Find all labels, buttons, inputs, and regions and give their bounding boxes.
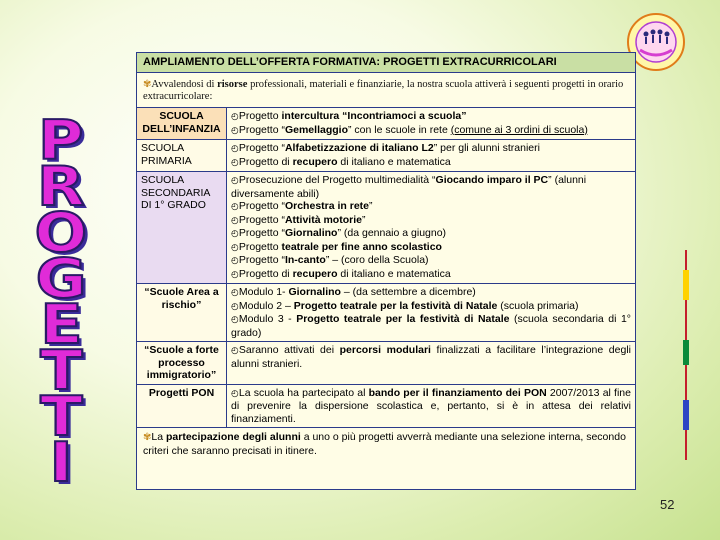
table-row (137, 384, 635, 428)
footer-pre: La (151, 431, 166, 443)
line-pre: Progetto “ (238, 213, 285, 226)
line-post: ” – (coro della Scuola) (325, 254, 429, 266)
table-row (137, 284, 635, 342)
clock-icon: ◴ (231, 229, 239, 239)
side-title-letter: E (39, 293, 83, 356)
project-line (231, 387, 631, 426)
line-pre: Modulo 3 - (238, 313, 297, 325)
table-row (137, 108, 635, 140)
line-bold: teatrale per fine anno scolastico (281, 240, 442, 253)
clock-icon: ◴ (231, 202, 239, 212)
line-bold: Giornalino (284, 227, 338, 239)
line-post: finalizzati a facilitare l’integrazione degli alunni stranieri. (231, 344, 631, 370)
clock-icon: ◴ (231, 288, 239, 298)
line-bold: Alfabetizzazione di italiano L2 (284, 142, 434, 154)
content-panel (136, 52, 636, 490)
line-post: – (da settembre a dicembre) (340, 286, 476, 298)
row-label: SCUOLA SECONDARIA DI 1° GRADO (137, 172, 227, 284)
line-bold: In-canto (284, 254, 326, 266)
line-bold: Progetto teatrale per la festività di Natale (293, 299, 498, 312)
line-bold: Giocando imparo il PC (435, 174, 549, 186)
clock-icon: ◴ (231, 256, 239, 266)
intro-pre: Avvalendosi di (151, 79, 218, 90)
line-pre: Progetto “ (238, 254, 285, 266)
line-pre: Modulo 2 – (238, 299, 294, 312)
row-content (227, 140, 636, 172)
line-pre: Progetto “ (238, 200, 285, 212)
intro-text (137, 73, 635, 107)
footer-post: a uno o più progetti avverrà mediante una selezione interna, secondo criteri che saranno precisati in itinere. (143, 431, 626, 457)
footer-text (137, 428, 635, 460)
clock-icon: ◴ (231, 144, 239, 154)
row-label: SCUOLA PRIMARIA (137, 140, 227, 172)
project-line (231, 174, 631, 200)
line-pre: Progetto (238, 240, 282, 253)
line-bold: Attività motorie (284, 213, 362, 226)
line-bold: Gemellaggio (284, 123, 348, 136)
project-line (231, 227, 631, 241)
side-title-letter: O (34, 201, 88, 264)
side-title-letter: T (39, 385, 83, 448)
project-line (231, 110, 631, 124)
decorative-ribbon (682, 250, 690, 460)
project-line (231, 254, 631, 268)
clock-icon: ◴ (231, 388, 239, 399)
row-label: “Scuole a forte processo immigratorio” (137, 342, 227, 385)
intro-post: professionali, materiali e finanziarie, la nostra scuola attiverà i seguenti progetti in orario extracurricolare: (143, 79, 624, 102)
line-pre: Progetto di (238, 267, 293, 280)
clock-icon: ◴ (231, 176, 239, 186)
row-label: “Scuole Area a rischio” (137, 284, 227, 342)
line-pre: Progetto (238, 110, 282, 122)
line-post: ” (alunni diversamente abili) (231, 174, 587, 200)
line-post: ” con le scuole in rete (347, 123, 451, 136)
clock-icon: ◴ (231, 242, 239, 253)
project-line (231, 286, 631, 300)
line-bold: Progetto teatrale per la festività di Natale (296, 313, 510, 325)
projects-table (137, 107, 635, 428)
project-line (231, 124, 631, 138)
line-pre: La scuola ha partecipato al (238, 386, 369, 399)
line-pre: Modulo 1- (238, 286, 289, 298)
project-line (231, 156, 631, 170)
flower-bullet-icon: ✾ (143, 79, 152, 90)
row-content (227, 284, 636, 342)
row-content (227, 342, 636, 385)
project-line (231, 313, 631, 339)
clock-icon: ◴ (231, 125, 239, 136)
row-content (227, 172, 636, 284)
line-pre: Progetto “ (238, 123, 285, 136)
project-line (231, 300, 631, 314)
intro-bold: risorse (217, 79, 248, 90)
line-post: ” (369, 200, 373, 212)
line-post: ” (361, 213, 366, 226)
table-row (137, 172, 635, 284)
clock-icon: ◴ (231, 315, 239, 325)
line-post: ” (da gennaio a giugno) (337, 227, 447, 239)
row-label: Progetti PON (137, 384, 227, 428)
clock-icon: ◴ (231, 112, 239, 122)
line-post: di italiano e matematica (337, 267, 451, 280)
clock-icon: ◴ (231, 215, 239, 226)
line-pre: Saranno attivati dei (238, 344, 340, 356)
line-bold: percorsi modulari (339, 344, 431, 356)
row-label: SCUOLA DELL’INFANZIA (137, 108, 227, 140)
line-pre: Prosecuzione del Progetto multimedialità “ (238, 174, 436, 186)
row-content (227, 108, 636, 140)
line-bold: Orchestra in rete (284, 200, 370, 212)
line-post: di italiano e matematica (337, 155, 451, 168)
flower-bullet-icon: ✾ (143, 432, 152, 443)
line-post: (scuola primaria) (497, 299, 579, 312)
project-line (231, 241, 631, 255)
panel-header: AMPLIAMENTO DELL’OFFERTA FORMATIVA: PROGETTI EXTRACURRICOLARI (137, 53, 635, 73)
line-post: ” per gli alunni stranieri (433, 142, 540, 154)
line-u: (comune ai 3 ordini di scuola) (450, 123, 588, 136)
line-post: 2007/2013 al fine di prevenire la dispersione scolastica e, pertanto, si è in attesa dei relativi finanziamenti. (231, 386, 631, 425)
line-bold: recupero (292, 155, 338, 168)
clock-icon: ◴ (231, 346, 239, 356)
line-pre: Progetto “ (238, 227, 285, 239)
footer-bold: partecipazione degli alunni (166, 431, 301, 443)
table-row (137, 140, 635, 172)
clock-icon: ◴ (231, 157, 239, 168)
line-pre: Progetto “ (238, 142, 285, 154)
line-bold: Giornalino (288, 286, 341, 298)
side-title-progetti (34, 109, 88, 494)
clock-icon: ◴ (231, 269, 239, 280)
row-content (227, 384, 636, 428)
line-post: (scuola secondaria di 1° grado) (231, 313, 631, 339)
clock-icon: ◴ (231, 301, 239, 312)
table-row (137, 342, 635, 385)
side-title-letter: R (37, 155, 85, 218)
project-line (231, 214, 631, 228)
project-line (231, 200, 631, 214)
side-title-letter: I (49, 431, 73, 494)
project-line (231, 344, 631, 370)
project-line (231, 268, 631, 282)
side-title-letter: G (35, 247, 87, 310)
project-line (231, 142, 631, 156)
line-bold: recupero (292, 267, 338, 280)
side-title-letter: T (39, 339, 83, 402)
side-title-letter: P (38, 109, 84, 172)
line-pre: Progetto di (238, 155, 293, 168)
page-number: 52 (660, 497, 675, 512)
line-bold: intercultura “Incontriamoci a scuola” (281, 110, 467, 122)
line-bold: bando per il finanziamento dei PON (368, 386, 547, 399)
